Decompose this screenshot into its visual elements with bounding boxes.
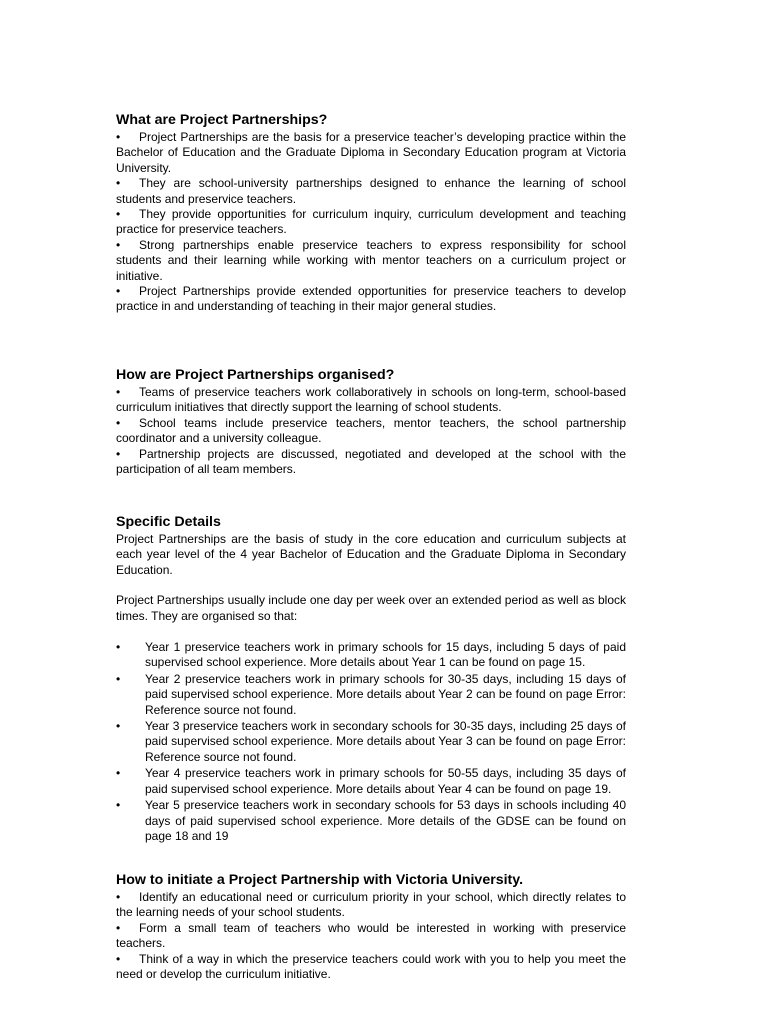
year-item: • Year 5 preservice teachers work in secondary schools for 53 days in schools including 40 days of paid supervised school experience. More details of the GDSE can be found on page 18 and 19 [116, 798, 626, 843]
bullet-icon: • [116, 920, 121, 935]
section-heading: How to initiate a Project Partnership with Victoria University. [116, 872, 524, 888]
bullet-icon: • [116, 130, 121, 144]
year-item: • Year 4 preservice teachers work in primary schools for 50-55 days, including 35 days of paid supervised school experience. More details about Year 4 can be found on page 19. [116, 766, 626, 796]
year-list [116, 640, 626, 844]
bullet-item: • Project Partnerships provide extended opportunities for preservice teachers to develop practice in and understanding of teaching in their major general studies. [116, 284, 626, 314]
bullet-item: • They are school-university partnerships designed to enhance the learning of school students and preservice teachers. [116, 176, 626, 206]
section-initiate [116, 871, 626, 982]
bullet-icon: • [116, 385, 121, 399]
bullet-item: • Partnership projects are discussed, negotiated and developed at the school with the participation of all team members. [116, 446, 626, 477]
bullet-icon: • [116, 719, 121, 734]
bullet-icon: • [116, 237, 121, 252]
bullet-icon: • [116, 798, 121, 813]
year-item: • Year 2 preservice teachers work in primary schools for 30-35 days, including 15 days of paid supervised school experience. More details about Year 2 can be found on page Error: Reference source not found. [116, 671, 626, 717]
section-heading: Specific Details [116, 514, 221, 530]
bullet-item: • Strong partnerships enable preservice teachers to express responsibility for school students and their learning while working with mentor teachers on a curriculum project or initiative. [116, 237, 626, 283]
year-item: • Year 1 preservice teachers work in primary schools for 15 days, including 5 days of paid supervised school experience. More details about Year 1 can be found on page 15. [116, 640, 626, 670]
bullet-icon: • [116, 176, 121, 191]
paragraph: Project Partnerships usually include one day per week over an extended period as well as block times. They are organised so that: [116, 593, 626, 623]
bullet-icon: • [116, 951, 121, 966]
section-heading: What are Project Partnerships? [116, 112, 328, 128]
bullet-item: • Project Partnerships are the basis for a preservice teacher’s developing practice within the Bachelor of Education and the Graduate Diploma in Secondary Education program at Victoria University. [116, 130, 626, 175]
bullet-item: • Think of a way in which the preservice teachers could work with you to help you meet the need or develop the curriculum initiative. [116, 951, 626, 982]
bullet-icon: • [116, 284, 121, 299]
bullet-icon: • [116, 766, 121, 781]
section-specific-details [116, 513, 626, 845]
bullet-icon: • [116, 207, 121, 222]
bullet-icon: • [116, 446, 121, 461]
year-item: • Year 3 preservice teachers work in secondary schools for 30-35 days, including 25 days of paid supervised school experience. More details about Year 3 can be found on page Error: Reference source not found. [116, 719, 626, 764]
section-how [116, 366, 626, 477]
bullet-item: • Identify an educational need or curriculum priority in your school, which directly relates to the learning needs of your school students. [116, 890, 626, 920]
bullet-icon: • [116, 890, 121, 904]
bullet-item: • They provide opportunities for curriculum inquiry, curriculum development and teaching practice for preservice teachers. [116, 207, 626, 237]
section-what [116, 111, 626, 315]
bullet-icon: • [116, 415, 121, 430]
bullet-icon: • [116, 640, 121, 655]
bullet-item: • School teams include preservice teachers, mentor teachers, the school partnership coordinator and a university colleague. [116, 415, 626, 446]
bullet-item: • Form a small team of teachers who would be interested in working with preservice teachers. [116, 920, 626, 951]
bullet-item: • Teams of preservice teachers work collaboratively in schools on long-term, school-based curriculum initiatives that directly support the learning of school students. [116, 385, 626, 415]
paragraph: Project Partnerships are the basis of study in the core education and curriculum subjects at each year level of the 4 year Bachelor of Education and the Graduate Diploma in Secondary Education. [116, 532, 626, 577]
section-heading: How are Project Partnerships organised? [116, 367, 395, 383]
bullet-icon: • [116, 671, 121, 686]
